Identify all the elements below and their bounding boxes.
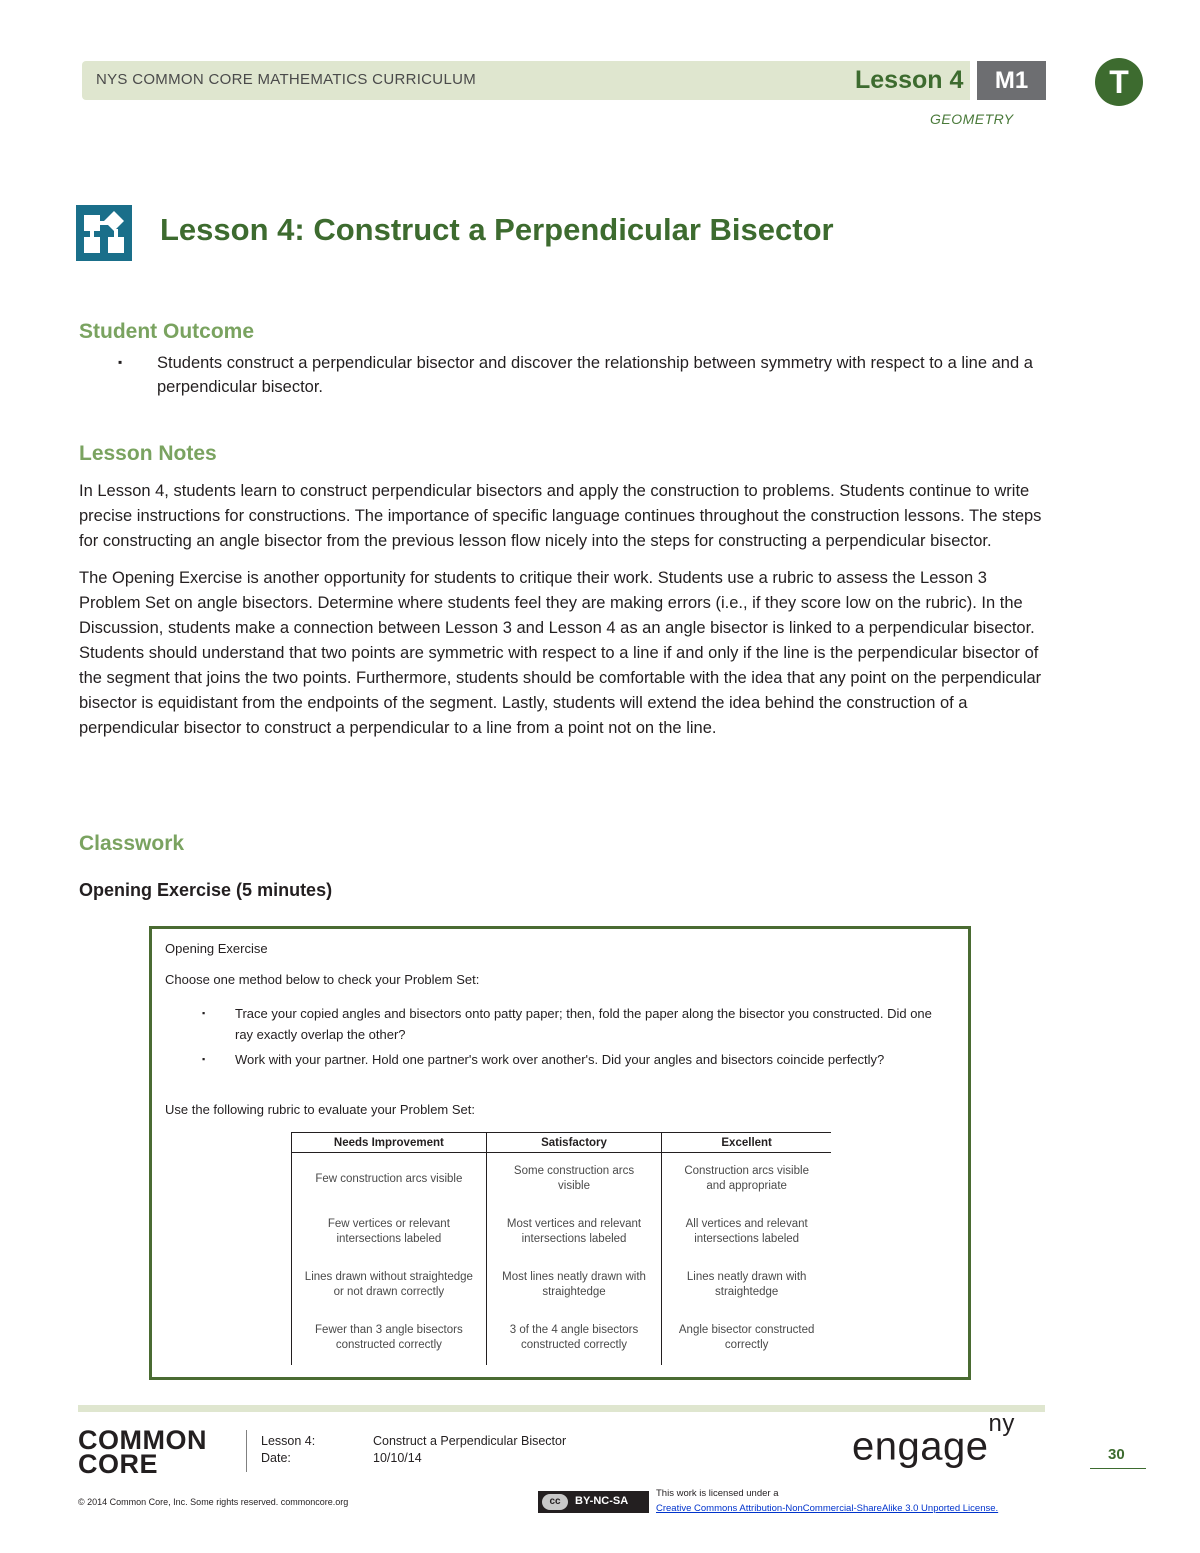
page-number: 30: [1108, 1446, 1125, 1463]
copyright-notice: © 2014 Common Core, Inc. Some rights reserved. commoncore.org: [78, 1497, 349, 1507]
module-badge: M1: [977, 61, 1046, 100]
rubric-cell: Most vertices and relevant intersections labeled: [486, 1206, 662, 1259]
rubric-cell: Construction arcs visible and appropriate: [662, 1153, 831, 1206]
cc-badge-label: BY-NC-SA: [575, 1495, 629, 1507]
rubric-cell: 3 of the 4 angle bisectors constructed correctly: [486, 1312, 662, 1365]
student-outcome-heading: Student Outcome: [79, 320, 255, 343]
rubric-header: Excellent: [662, 1133, 831, 1153]
exercise-bullet-2: Work with your partner. Hold one partner's work over another's. Did your angles and bisectors coincide perfectly?: [235, 1052, 885, 1067]
logo-line-2: CORE: [78, 1449, 159, 1479]
page-number-underline: [1090, 1468, 1146, 1469]
rubric-cell: Angle bisector constructed correctly: [662, 1312, 831, 1365]
rubric-cell: Fewer than 3 angle bisectors constructed correctly: [292, 1312, 487, 1365]
creative-commons-badge[interactable]: [538, 1491, 649, 1513]
table-row: [292, 1259, 832, 1312]
rubric-cell: Most lines neatly drawn with straightedge: [486, 1259, 662, 1312]
exercise-title: Opening Exercise: [165, 941, 268, 956]
license-link[interactable]: Creative Commons Attribution-NonCommercial-ShareAlike 3.0 Unported License.: [656, 1503, 999, 1514]
bullet-icon: ▪: [202, 1054, 206, 1064]
exercise-bullet-1: Trace your copied angles and bisectors onto patty paper; then, fold the paper along the bisector you constructed. Did one ray exactly overlap the other?: [235, 1006, 932, 1042]
lesson-notes-paragraph-1: In Lesson 4, students learn to construct perpendicular bisectors and apply the construction to problems. Students continue to write precise instructions for constructions. The importance of specific language continues throughout the construction lessons. The steps for constructing an angle bisector from the previous lesson flow nicely into the steps for constructing a perpendicular bisector.: [79, 482, 1042, 550]
table-row: [292, 1312, 832, 1365]
classwork-heading: Classwork: [79, 832, 185, 855]
rubric-cell: All vertices and relevant intersections labeled: [662, 1206, 831, 1259]
page-title: Lesson 4: Construct a Perpendicular Bisector: [160, 212, 834, 247]
logo-line-1: COMMON: [78, 1425, 207, 1455]
student-outcome-text: Students construct a perpendicular bisector and discover the relationship between symmetry with respect to a line and a perpendicular bisector.: [157, 354, 1033, 396]
bullet-icon: ▪: [202, 1008, 206, 1018]
opening-exercise-box: [149, 926, 971, 1380]
footer-date-value: 10/10/14: [373, 1451, 422, 1465]
table-row: [292, 1153, 832, 1206]
lesson-notes-paragraph-2: The Opening Exercise is another opportunity for students to critique their work. Students use a rubric to assess the Lesson 3 Problem Set on angle bisectors. Determine where students feel they are making errors (i.e., if they score low on the rubric). In the Discussion, students make a connection between Lesson 3 and Lesson 4 as an angle bisector is linked to a perpendicular bisector. Students should understand that two points are symmetric with respect to a line if and only if the line is the perpendicular bisector of the segment that joins the two points. Furthermore, students should be comfortable with the idea that any point on the perpendicular bisector is equidistant from the endpoints of the segment. Lastly, students will extend the idea behind the construction of a perpendicular bisector to construct a perpendicular to a line from a point not on the line.: [79, 569, 1042, 737]
footer-lesson-label: Lesson 4:: [261, 1434, 316, 1448]
exercise-intro: Choose one method below to check your Problem Set:: [165, 972, 480, 987]
opening-exercise-heading: Opening Exercise (5 minutes): [79, 880, 333, 900]
common-core-logo: [78, 1425, 207, 1479]
footer-divider: [246, 1430, 247, 1472]
engageny-logo: [852, 1410, 1015, 1469]
rubric-cell: Few vertices or relevant intersections labeled: [292, 1206, 487, 1259]
rubric-cell: Some construction arcs visible: [486, 1153, 662, 1206]
rubric-table: [291, 1132, 831, 1365]
rubric-intro: Use the following rubric to evaluate your Problem Set:: [165, 1102, 475, 1117]
rubric-header: Needs Improvement: [292, 1133, 487, 1153]
table-row: [292, 1206, 832, 1259]
bullet-icon: ▪: [118, 355, 123, 369]
lesson-notes-heading: Lesson Notes: [79, 442, 217, 465]
lesson-icon: [76, 205, 132, 261]
curriculum-label: NYS COMMON CORE MATHEMATICS CURRICULUM: [96, 71, 477, 88]
teacher-badge: T: [1095, 58, 1143, 106]
footer-band: [78, 1405, 1045, 1412]
footer-lesson-value: Construct a Perpendicular Bisector: [373, 1434, 567, 1448]
subject-label: GEOMETRY: [930, 111, 1014, 127]
rubric-cell: Lines neatly drawn with straightedge: [662, 1259, 831, 1312]
rubric-cell: Lines drawn without straightedge or not drawn correctly: [292, 1259, 487, 1312]
ny-text: ny: [988, 1410, 1015, 1437]
engage-text: engage: [852, 1424, 989, 1469]
rubric-cell: Few construction arcs visible: [292, 1153, 487, 1206]
license-text: This work is licensed under a: [656, 1488, 779, 1499]
lesson-notes-body: [79, 479, 1044, 753]
cc-icon: cc: [542, 1494, 568, 1510]
lesson-label: Lesson 4: [855, 66, 964, 94]
footer-date-label: Date:: [261, 1451, 291, 1465]
rubric-header-row: [292, 1133, 832, 1153]
rubric-header: Satisfactory: [486, 1133, 662, 1153]
